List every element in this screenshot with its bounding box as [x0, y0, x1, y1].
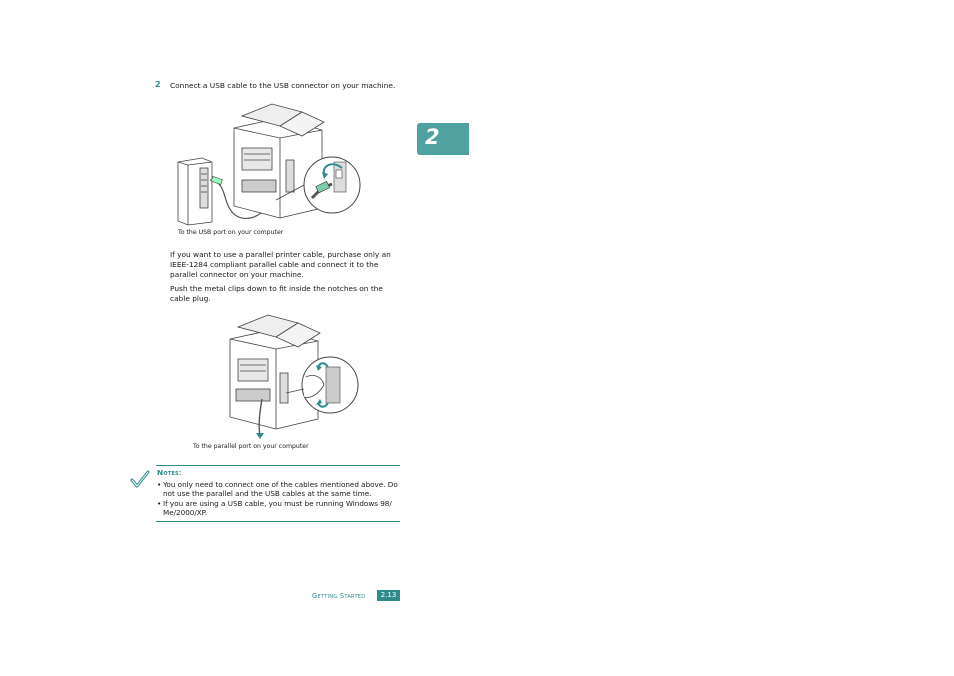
footer-section-title: Getting Started: [312, 592, 366, 600]
bullet: •: [157, 499, 162, 508]
parallel-connection-illustration: [228, 315, 368, 440]
parallel-cable-paragraph: If you want to use a parallel printer cable, purchase only an IEEE-1284 compliant parallel cable and connect it to the parallel connector on your machine.: [170, 250, 391, 280]
checkmark-icon: [130, 470, 150, 490]
chapter-number: 2: [425, 125, 440, 149]
metal-clips-paragraph: Push the metal clips down to fit inside the notches on the cable plug.: [170, 284, 383, 304]
usb-figure-caption: To the USB port on your computer: [178, 229, 284, 236]
notes-top-rule: [156, 465, 400, 466]
step-number: 2: [155, 80, 161, 89]
computer-tower-drawing: [178, 158, 212, 225]
parallel-figure-caption: To the parallel port on your computer: [193, 443, 309, 450]
page-number: 2.13: [377, 590, 400, 601]
bullet: •: [157, 480, 162, 489]
step-instruction: Connect a USB cable to the USB connector on your machine.: [170, 81, 396, 90]
notes-title: [157, 468, 182, 477]
note-item: [157, 499, 400, 518]
notes-bottom-rule: [156, 521, 400, 522]
note-text: You only need to connect one of the cables mentioned above. Do not use the parallel and the USB cables at the same time.: [163, 480, 398, 499]
usb-connection-illustration: [172, 100, 372, 225]
note-text: If you are using a USB cable, you must be running Windows 98/ Me/2000/XP.: [163, 499, 392, 518]
note-item: [157, 480, 400, 499]
notes-colon: :: [178, 468, 182, 477]
notes-title-text: Notes: [157, 468, 179, 477]
